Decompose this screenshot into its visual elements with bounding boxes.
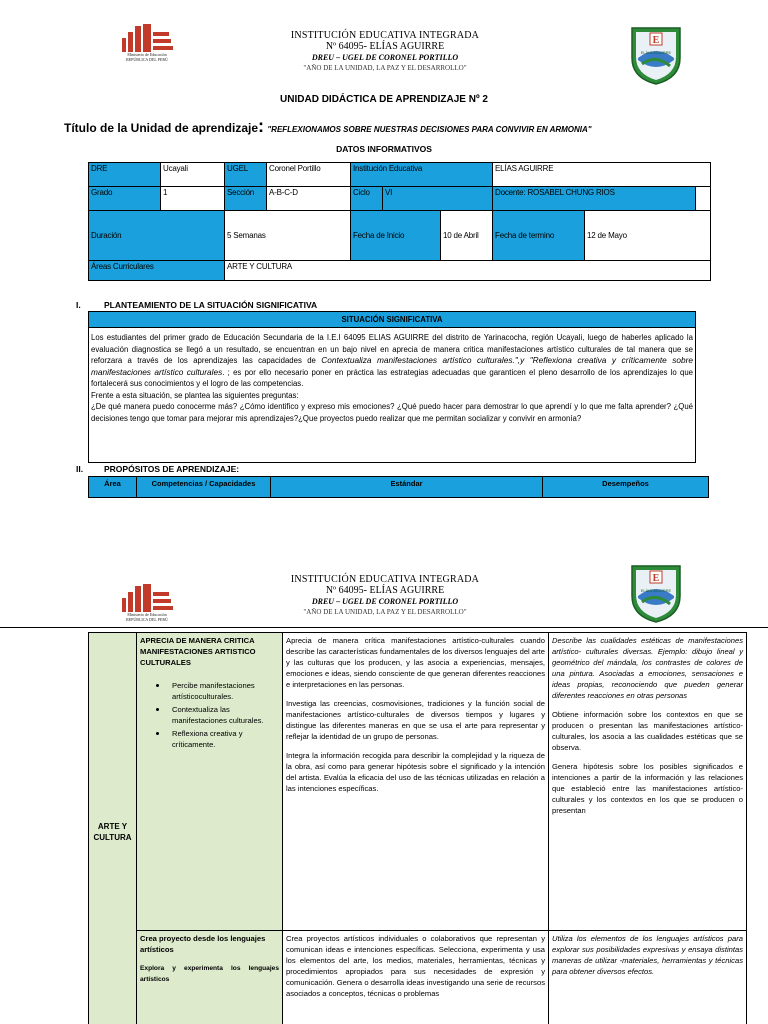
page-header (0, 0, 768, 90)
area-cell: ARTE Y CULTURA (89, 633, 137, 1024)
situation-body (89, 328, 696, 463)
situation-header: SITUACIÓN SIGNIFICATIVA (89, 312, 696, 328)
situation-p2: . ; es por ello necesario poner en práctica las estrategias adecuadas que garanticen el pleno desarrollo de los aprendizajes lo que fortalecerá sus conocimientos y el logro de las competencias. (91, 367, 693, 388)
standard-1-paragraph: Aprecia de manera crítica manifestaciones artístico-culturales cuando describe las características fundamentales de los diversos lenguajes del arte y las culturas que los producen, y las asocia a experiencias, mensajes, emociones e ideas, siendo consciente de que generan diferentes reacciones e interpretaciones en las personas. (286, 636, 545, 689)
year-motto: "AÑO DE LA UNIDAD, LA PAZ Y EL DESARROLLO" (303, 64, 467, 72)
list-item: Contextualiza las manifestaciones culturales. (152, 704, 279, 726)
school-seal (628, 24, 684, 86)
competency-2-title: Crea proyecto desde los lenguajes artísticos (140, 934, 266, 954)
ugel-label: UGEL (225, 163, 267, 187)
purposes-header-competencias: Competencias / Capacidades (137, 477, 271, 498)
performance-1-paragraph: Genera hipótesis sobre los posibles significados e intenciones a partir de la información y las relaciones que estableció entre las manifestaciones artístico-culturales y los contextos en los que se producen o presentan (552, 762, 743, 815)
performance-2-paragraph: Utiliza los elementos de los lenguajes artísticos para explorar sus posibilidades expresivas y ensaya distintas maneras de utilizar -materiales, herramientas y técnicas para obtener diversos efectos. (552, 934, 743, 976)
unit-title: UNIDAD DIDÁCTICA DE APRENDIZAJE Nº 2 (280, 94, 488, 105)
inicio-value: 10 de Abril (441, 211, 493, 261)
dre-label: DRE (89, 163, 161, 187)
performance-1-paragraph: Describe las cualidades estéticas de manifestaciones artístico- culturales diversas. Ejemplo: dibujo lineal y geométrico del mándala, los contrastes de colores de una pintura. Asociadas a emociones, sensaciones e ideas propias, reconociendo que pueden generar diferentes reacciones en otras personas (552, 636, 743, 700)
situation-p1: Los estudiantes del primer grado de Educación Secundaria de la I.E.I 64095 ELIAS AGUIRRE del distrito de Yarinacocha, región Ucayali, luego de haberles aplicado la evaluación diagnostica se llegó a un resultado, se encuentran en un bajo nivel en aprecia de manera critica manifestaciones artístico culturales de tal manera que se reforzara a través de los aprendizajes las capacidades de (91, 333, 693, 365)
standard-1-paragraph: Integra la información recogida para describir la complejidad y la riqueza de la obra, así como para generar hipótesis sobre el significado y la intención del artista. Evalúa la eficacia del uso de las técnicas utilizadas en relación a las intenciones específicas. (286, 751, 545, 793)
institution-heading (240, 30, 530, 74)
situation-p3: Frente a esta situación, se plantea las siguientes preguntas: (91, 390, 299, 400)
institution-heading (240, 574, 530, 618)
purposes-header-area: Área (89, 477, 137, 498)
situation-italic: Contextualiza manifestaciones artístico culturales.",y "Reflexiona creativa y críticamente sobre manifestaciones artístico culturales (91, 355, 693, 377)
ministry-caption-2: REPÚBLICA DEL PERÚ (126, 57, 168, 62)
ugel-value: Coronel Portillo (267, 163, 351, 187)
competency-2-cell (137, 931, 283, 1024)
blank-cell (696, 187, 711, 211)
termino-label: Fecha de termino (493, 211, 585, 261)
purposes-header-desempenos: Desempeños (543, 477, 709, 498)
grado-value: 1 (161, 187, 225, 211)
institution-label: Institución Educativa (351, 163, 493, 187)
situation-table (88, 311, 696, 463)
seccion-label: Sección (225, 187, 267, 211)
ministry-caption: Ministerio de Educación (127, 612, 167, 617)
competency-1-title: APRECIA DE MANERA CRITICA MANIFESTACIONES ARTISTICO CULTURALES (140, 636, 256, 667)
school-number: Nº 64095- ELÍAS AGUIRRE (325, 41, 445, 52)
competency-2-capacity: Explora y experimenta los lenguajes artísticos (140, 965, 279, 983)
ministry-logo (118, 584, 176, 622)
competency-1-cell (137, 633, 283, 931)
dre-value: Ucayali (161, 163, 225, 187)
standard-1-cell (283, 633, 549, 931)
duracion-value: 5 Semanas (225, 211, 351, 261)
seal-text: ELÍAS AGUIRRE (640, 588, 672, 593)
performance-1-cell (549, 633, 747, 931)
duracion-label: Duración (89, 211, 225, 261)
docente-cell: Docente: ROSABEL CHUNG RIOS (493, 187, 696, 211)
performance-1-paragraph: Obtiene información sobre los contextos en que se producen o presentan las manifestaciones artístico-culturales, los asocia a las cualidades estéticas que se observa. (552, 710, 743, 752)
section-1-number: I. (76, 300, 81, 310)
section-1-heading (76, 300, 318, 310)
datos-title: DATOS INFORMATIVOS (336, 144, 432, 154)
seccion-value: A-B-C-D (267, 187, 351, 211)
inicio-label: Fecha de Inicio (351, 211, 441, 261)
purposes-header-table (88, 476, 709, 498)
purposes-table (88, 632, 747, 1024)
list-item: Percibe manifestaciones artísticoculturales. (152, 680, 279, 702)
info-table (88, 162, 711, 281)
ugel-line: DREU – UGEL DE CORONEL PORTILLO (311, 53, 459, 62)
standard-1-paragraph: Investiga las creencias, cosmovisiones, tradiciones y la función social de manifestaciones artístico-culturales de diversos tiempos y lugares y distingue las diferentes maneras en que se usa el arte para representar y reflejar la identidad de un grupo de personas. (286, 699, 545, 741)
seal-text: ELÍAS AGUIRRE (640, 50, 672, 55)
unit-name-line (64, 116, 744, 137)
ugel-line: DREU – UGEL DE CORONEL PORTILLO (311, 597, 459, 606)
seal-letter: E (652, 35, 660, 46)
performance-2-cell (549, 931, 747, 1024)
section-2-title: PROPÓSITOS DE APRENDIZAJE: (104, 464, 240, 474)
school-number: Nº 64095- ELÍAS AGUIRRE (325, 585, 445, 596)
purposes-header-estandar: Estándar (271, 477, 543, 498)
section-1-title: PLANTEAMIENTO DE LA SITUACIÓN SIGNIFICATIVA (104, 300, 318, 310)
capacities-list (152, 680, 279, 750)
ministry-caption: Ministerio de Educación (127, 52, 167, 57)
termino-value: 12 de Mayo (585, 211, 711, 261)
grado-label: Grado (89, 187, 161, 211)
unit-name-colon: : (258, 116, 265, 136)
ministry-logo (118, 24, 176, 62)
document-page-2 (0, 560, 768, 1024)
ministry-caption-2: REPÚBLICA DEL PERÚ (126, 617, 168, 622)
unit-name: "REFLEXIONAMOS SOBRE NUESTRAS DECISIONES PARA CONVIVIR EN ARMONIA" (267, 125, 592, 134)
unit-name-label: Título de la Unidad de aprendizaje (64, 121, 259, 135)
institution-name: INSTITUCIÓN EDUCATIVA INTEGRADA (290, 30, 480, 41)
ciclo-value: VI (383, 187, 493, 211)
standard-2-cell (283, 931, 549, 1024)
year-motto: "AÑO DE LA UNIDAD, LA PAZ Y EL DESARROLLO" (303, 608, 467, 616)
institution-name: INSTITUCIÓN EDUCATIVA INTEGRADA (290, 574, 480, 585)
standard-2-paragraph: Crea proyectos artísticos individuales o colaborativos que representan y comunican ideas e intenciones específicas. Selecciona, experimenta y usa los elementos del arte, los medios, materiales, herramientas, técnicas y procedimientos apropiados para sus necesidades de expresión y comunicación. Genera o desarrolla ideas investigando una serie de recursos asociados a conceptos, técnicas o problemas (286, 934, 545, 998)
school-seal (628, 562, 684, 624)
areas-label: Áreas Curriculares (89, 261, 225, 281)
section-2-number: II. (76, 464, 84, 474)
list-item: Reflexiona creativa y críticamente. (152, 728, 279, 750)
section-2-heading (76, 464, 240, 474)
areas-value: ARTE Y CULTURA (225, 261, 711, 281)
header-rule (0, 627, 768, 628)
seal-letter: E (652, 573, 660, 584)
situation-questions: ¿De qué manera puedo conocerme más? ¿Cómo identifico y expreso mis emociones? ¿Qué puedo hacer para demostrar lo que aprendí y lo que me falta aprender? ¿Qué decisiones tengo que tomar para mejorar mis aprendizajes?¿Que proyectos puedo realizar que me permitan socializar y convivir en armonía? (91, 402, 693, 423)
institution-value: ELÍAS AGUIRRE (493, 163, 711, 187)
ciclo-label: Ciclo (351, 187, 383, 211)
